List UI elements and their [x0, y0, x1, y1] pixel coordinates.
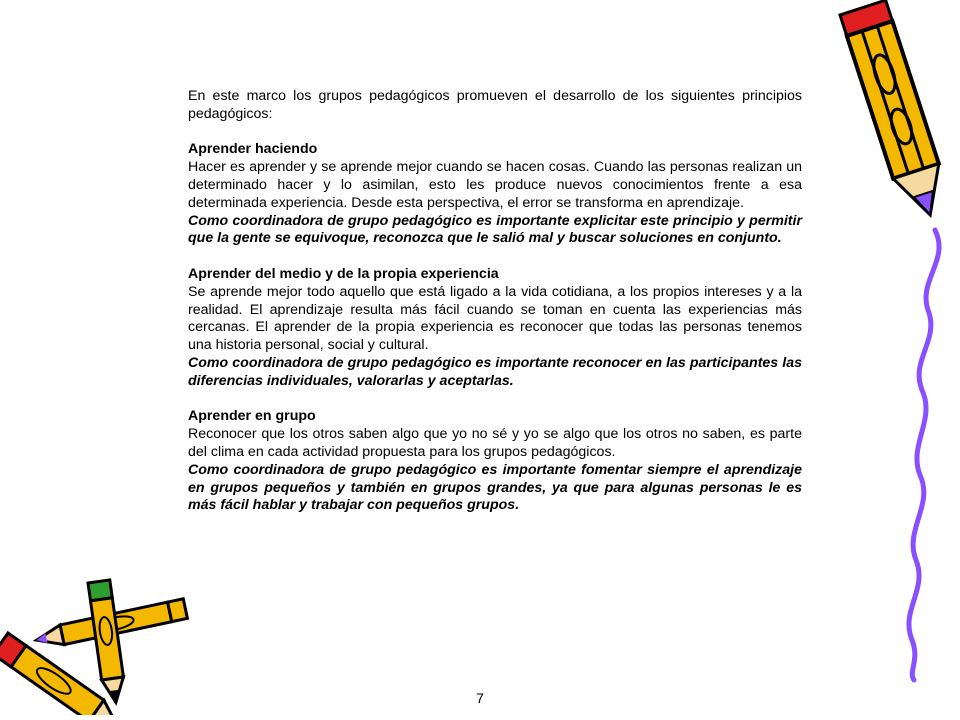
squiggle-line [909, 230, 939, 680]
section-body-aprender-en-grupo: Reconocer que los otros saben algo que yo no sé y yo se algo que los otros no saben, es parte del clima en cada actividad propuesta para los grupos pedagógicos. [188, 426, 802, 460]
document-body [188, 88, 802, 515]
section-note-aprender-del-medio: Como coordinadora de grupo pedagógico es importante reconocer en las participantes las diferencias individuales, valorarlas y aceptarlas. [188, 354, 802, 389]
section-body-aprender-del-medio: Se aprende mejor todo aquello que está ligado a la vida cotidiana, a los propios intereses y a la realidad. El aprendizaje resulta más fácil cuando se toman en cuenta las experiencias más cercanas. El aprender de la propia experiencia es reconocer que todas las personas tenemos una historia personal, social y cultural. [188, 283, 802, 354]
section-body-aprender-haciendo: Hacer es aprender y se aprende mejor cuando se hacen cosas. Cuando las personas realizan un determinado hacer y lo asimilan, esto les produce nuevos conocimientos frente a esa determinada experiencia. Desde esta perspectiva, el error se transforma en aprendizaje. [188, 159, 802, 211]
section-note-aprender-haciendo: Como coordinadora de grupo pedagógico es importante explicitar este principio y permitir que la gente se equivoque, reconozca que le salió mal y buscar soluciones en conjunto. [188, 212, 802, 247]
section-heading-aprender-del-medio: Aprender del medio y de la propia experiencia [188, 265, 499, 282]
section-note-aprender-en-grupo: Como coordinadora de grupo pedagógico es importante fomentar siempre el aprendizaje en grupos pequeños y también en grupos grandes, ya que para algunas personas le es más fácil hablar y trabajar con pequeños grupos. [188, 461, 802, 514]
section-heading-aprender-haciendo: Aprender haciendo [188, 141, 318, 158]
pencils-left-decoration [0, 575, 200, 715]
pencil-right-decoration [800, 0, 960, 690]
intro-paragraph: En este marco los grupos pedagógicos promueven el desarrollo de los siguientes principios pedagógicos: [188, 88, 802, 122]
section-heading-aprender-en-grupo: Aprender en grupo [188, 408, 316, 425]
page-number: 7 [476, 690, 484, 706]
